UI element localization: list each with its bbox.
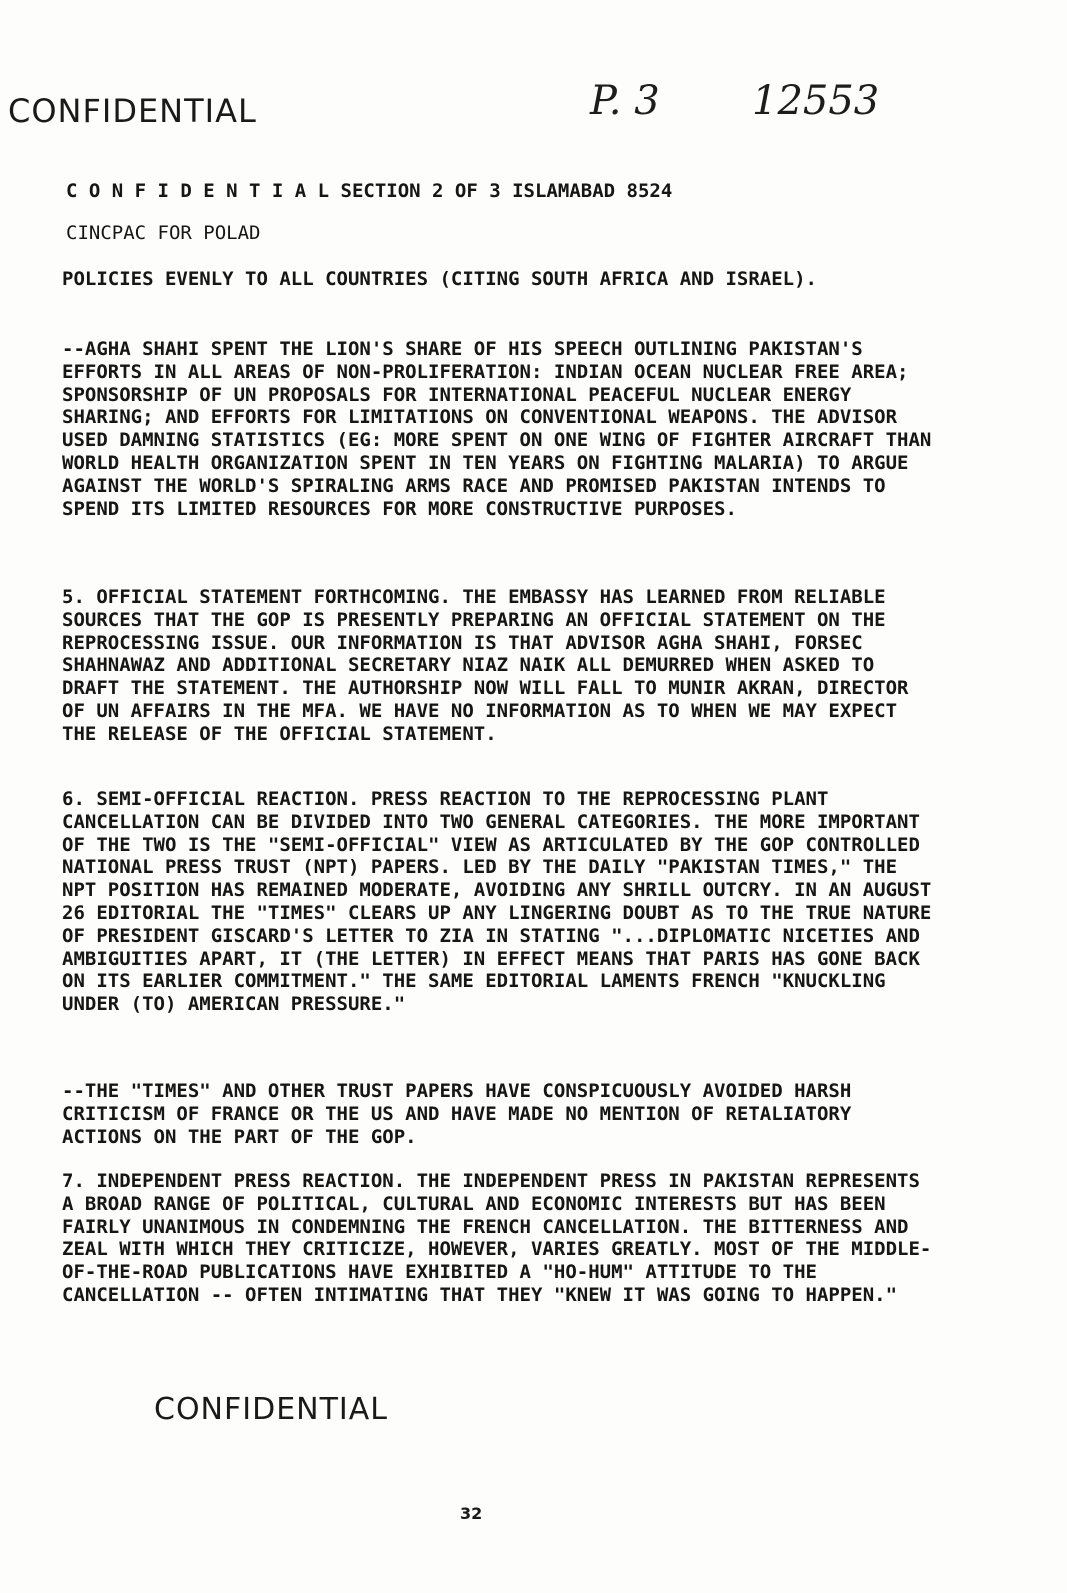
paragraph-agha-shahi-speech: --AGHA SHAHI SPENT THE LION'S SHARE OF HIS SPEECH OUTLINING PAKISTAN'S EFFORTS IN ALL AREAS OF NON-PROLIFERATION: INDIAN OCEAN NUCLEAR FREE AREA; SPONSORSHIP OF UN PROPOSALS FOR INTERNATIONAL PEACEFUL NUCLEAR ENERGY SHARING; AND EFFORTS FOR LIMITATIONS ON CONVENTIONAL WEAPONS. THE ADVISOR USED DAMNING STATISTICS (EG: MORE SPENT ON ONE WING OF FIGHTER AIRCRAFT THAN WORLD HEALTH ORGANIZATION SPENT IN TEN YEARS ON FIGHTING MALARIA) TO ARGUE AGAINST THE WORLD'S SPIRALING ARMS RACE AND PROMISED PAKISTAN INTENDS TO SPEND ITS LIMITED RESOURCES FOR MORE CONSTRUCTIVE PURPOSES. [62,338,943,520]
paragraph-semi-official-reaction: 6. SEMI-OFFICIAL REACTION. PRESS REACTION TO THE REPROCESSING PLANT CANCELLATION CAN BE DIVIDED INTO TWO GENERAL CATEGORIES. THE MORE IMPORTANT OF THE TWO IS THE "SEMI-OFFICIAL" VIEW AS ARTICULATED BY THE GOP CONTROLLED NATIONAL PRESS TRUST (NPT) PAPERS. LED BY THE DAILY "PAKISTAN TIMES," THE NPT POSITION HAS REMAINED MODERATE, AVOIDING ANY SHRILL OUTCRY. IN AN AUGUST 26 EDITORIAL THE "TIMES" CLEARS UP ANY LINGERING DOUBT AS TO THE TRUE NATURE OF PRESIDENT GISCARD'S LETTER TO ZIA IN STATING "...DIPLOMATIC NICETIES AND AMBIGUITIES APART, IT (THE LETTER) IN EFFECT MEANS THAT PARIS HAS GONE BACK ON ITS EARLIER COMMITMENT." THE SAME EDITORIAL LAMENTS FRENCH "KNUCKLING UNDER (TO) AMERICAN PRESSURE." [62,788,943,1016]
handwritten-page-marking: P. 3 [590,78,660,124]
page-number: 32 [460,1504,483,1523]
paragraph-official-statement: 5. OFFICIAL STATEMENT FORTHCOMING. THE EMBASSY HAS LEARNED FROM RELIABLE SOURCES THAT THE GOP IS PRESENTLY PREPARING AN OFFICIAL STATEMENT ON THE REPROCESSING ISSUE. OUR INFORMATION IS THAT ADVISOR AGHA SHAHI, FORSEC SHAHNAWAZ AND ADDITIONAL SECRETARY NIAZ NAIK ALL DEMURRED WHEN ASKED TO DRAFT THE STATEMENT. THE AUTHORSHIP NOW WILL FALL TO MUNIR AKRAN, DIRECTOR OF UN AFFAIRS IN THE MFA. WE HAVE NO INFORMATION AS TO WHEN WE MAY EXPECT THE RELEASE OF THE OFFICIAL STATEMENT. [62,586,920,745]
handwritten-document-number: 12553 [752,78,880,124]
section-header-line: C O N F I D E N T I A L SECTION 2 OF 3 ISLAMABAD 8524 [66,180,673,202]
paragraph-policies-continued: POLICIES EVENLY TO ALL COUNTRIES (CITING SOUTH AFRICA AND ISRAEL). [62,268,817,290]
paragraph-trust-papers: --THE "TIMES" AND OTHER TRUST PAPERS HAVE CONSPICUOUSLY AVOIDED HARSH CRITICISM OF FRANCE OR THE US AND HAVE MADE NO MENTION OF RETALIATORY ACTIONS ON THE PART OF THE GOP. [62,1080,863,1148]
routing-line: CINCPAC FOR POLAD [66,222,261,244]
top-classification-stamp: CONFIDENTIAL [8,92,257,130]
paragraph-independent-press: 7. INDEPENDENT PRESS REACTION. THE INDEPENDENT PRESS IN PAKISTAN REPRESENTS A BROAD RANGE OF POLITICAL, CULTURAL AND ECONOMIC INTERESTS BUT HAS BEEN FAIRLY UNANIMOUS IN CONDEMNING THE FRENCH CANCELLATION. THE BITTERNESS AND ZEAL WITH WHICH THEY CRITICIZE, HOWEVER, VARIES GREATLY. MOST OF THE MIDDLE-OF-THE-ROAD PUBLICATIONS HAVE EXHIBITED A "HO-HUM" ATTITUDE TO THE CANCELLATION -- OFTEN INTIMATING THAT THEY "KNEW IT WAS GOING TO HAPPEN." [62,1170,932,1306]
bottom-classification-stamp: CONFIDENTIAL [154,1392,389,1427]
